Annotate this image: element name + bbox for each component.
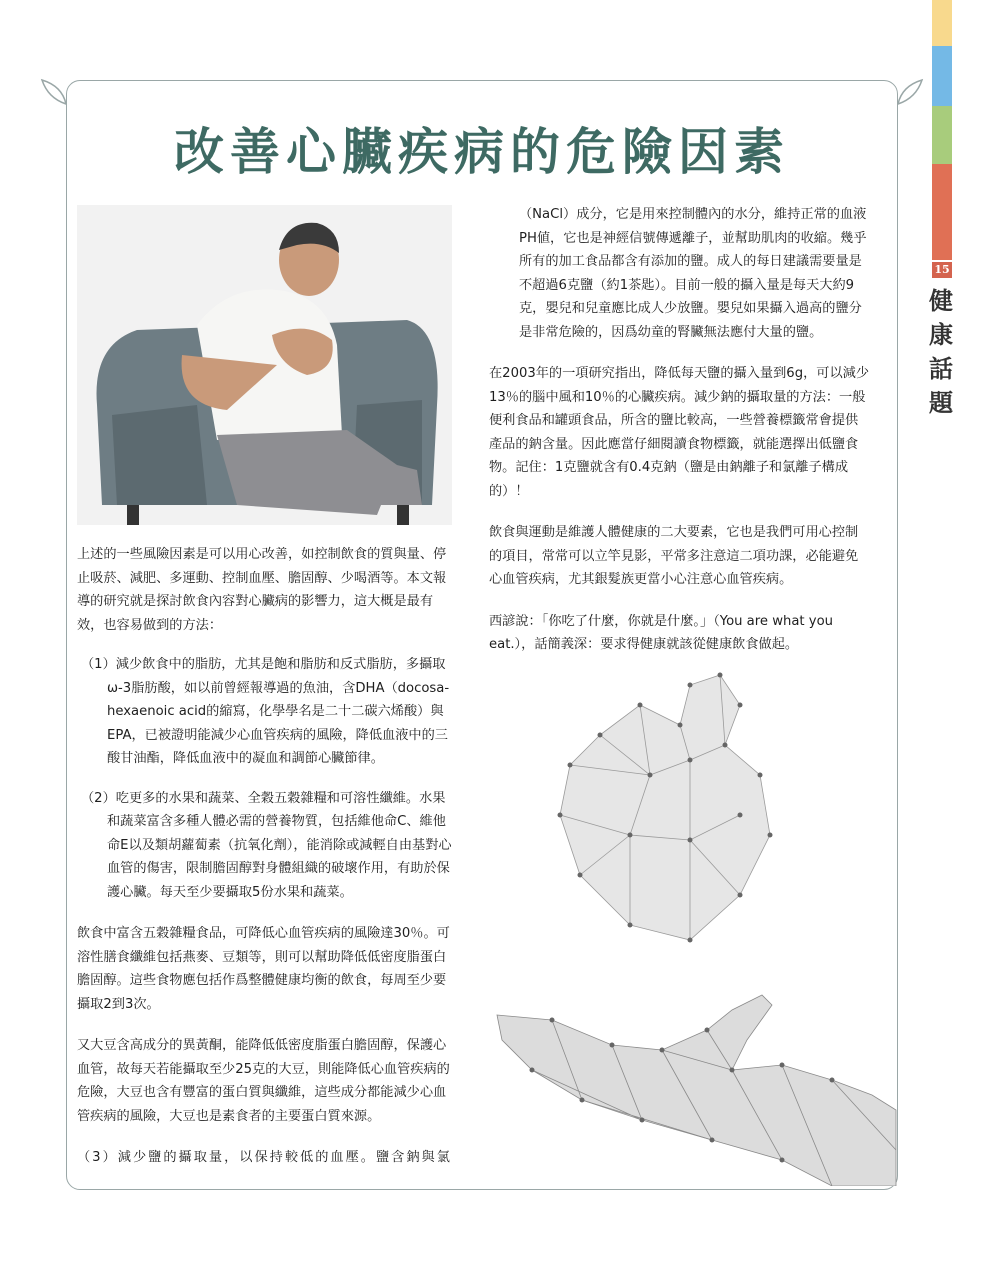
- proverb-paragraph: 西諺說：「你吃了什麼，你就是什麼。」（You are what you eat.），話簡義深：要求得健康就該從健康飲食做起。: [489, 613, 834, 652]
- soy-paragraph: 又大豆含高成分的異黃酮，能降低低密度脂蛋白膽固醇，保護心血管，故每天若能攝取至少25克的大豆，則能降低心血管疾病的危險，大豆也含有豐富的蛋白質與纖維，這些成分都能減少心血管疾病的風險，大豆也是素食者的主要蛋白質來源。: [77, 1038, 450, 1124]
- intro-paragraph: 上述的一些風險因素是可以用心改善，如控制飲食的質與量、停止吸菸、減肥、多運動、控制血壓、膽固醇、少喝酒等。本文報導的研究就是探討飲食內容對心臟病的影響力，這大概是最有效，也容易做到的方法：: [77, 547, 447, 633]
- study-paragraph: 在2003年的一項研究指出，降低每天鹽的攝入量到6g，可以減少13％的腦中風和10％的心臟疾病。減少鈉的攝取量的方法：一般便利食品和罐頭食品，所含的鹽比較高，一些營養標籤常會提供產品的鈉含量。因此應當仔細閱讀食物標籤，就能選擇出低鹽食物。記住：1克鹽就含有0.4克鈉（鹽是由鈉離子和氯離子構成的）！: [489, 366, 870, 499]
- exercise-paragraph: 飲食與運動是維護人體健康的二大要素，它也是我們可用心控制的項目，常常可以立竿見影，平常多注意這二項功課，必能避免心血管疾病，尤其銀髮族更當小心注意心血管疾病。: [489, 525, 859, 587]
- list-item-1: （1）減少飲食中的脂肪，尤其是飽和脂肪和反式脂肪，多攝取ω-3脂肪酸，如以前曾經報導過的魚油，含DHA（docosa-hexaenoic acid的縮寫，化學學名是二十二碳六烯酸）與EPA，已被證明能減少心血管疾病的風險，降低血液中的三酸甘油酯，降低血液中的凝血和調節心臟節律。: [81, 657, 450, 766]
- page-number: 15: [932, 262, 952, 278]
- grains-paragraph: 飲食中富含五穀雜糧食品，可降低心血管疾病的風險達30％。可溶性膳食纖維包括燕麥、豆類等，則可以幫助降低低密度脂蛋白膽固醇。這些食物應包括作爲整體健康均衡的飲食，每周至少要攝取2到3次。: [77, 926, 450, 1012]
- list-item-3-start: （3）減少鹽的攝取量，以保持較低的血壓。鹽含鈉與氯: [77, 1150, 452, 1165]
- right-column: [489, 203, 869, 657]
- section-label-char: 健: [929, 286, 953, 315]
- list-item-2: （2）吃更多的水果和蔬菜、全穀五穀雜糧和可溶性纖維。水果和蔬菜富含多種人體必需的營養物質，包括維他命C、維他命E以及類胡蘿蔔素（抗氧化劑），能消除或減輕自由基對心血管的傷害，限制膽固醇對身體組織的破壞作用，有助於保護心臟。每天至少要攝取5份水果和蔬菜。: [81, 790, 452, 900]
- list-item-3-cont: （NaCl）成分，它是用來控制體內的水分，維持正常的血液PH値，它也是神經信號傳遞離子，並幫助肌肉的收縮。幾乎所有的加工食品都含有添加的鹽。成人的每日建議需要量是不超過6克鹽（約1茶匙）。目前一般的攝入量是每天大約9克，嬰兒和兒童應比成人少放鹽。嬰兒如果攝入過高的鹽分是非常危險的，因爲幼童的腎臟無法應付大量的鹽。: [519, 207, 867, 340]
- left-column: [77, 543, 457, 1170]
- section-label-char: 題: [929, 388, 953, 417]
- polygon-hand-illustration: [492, 990, 898, 1186]
- section-label-char: 話: [929, 354, 953, 383]
- polygon-heart-illustration: [540, 665, 790, 955]
- section-label-char: 康: [929, 320, 953, 349]
- page-title: 改善心臟疾病的危險因素: [174, 122, 790, 181]
- photo-man-chest-pain: [77, 205, 452, 525]
